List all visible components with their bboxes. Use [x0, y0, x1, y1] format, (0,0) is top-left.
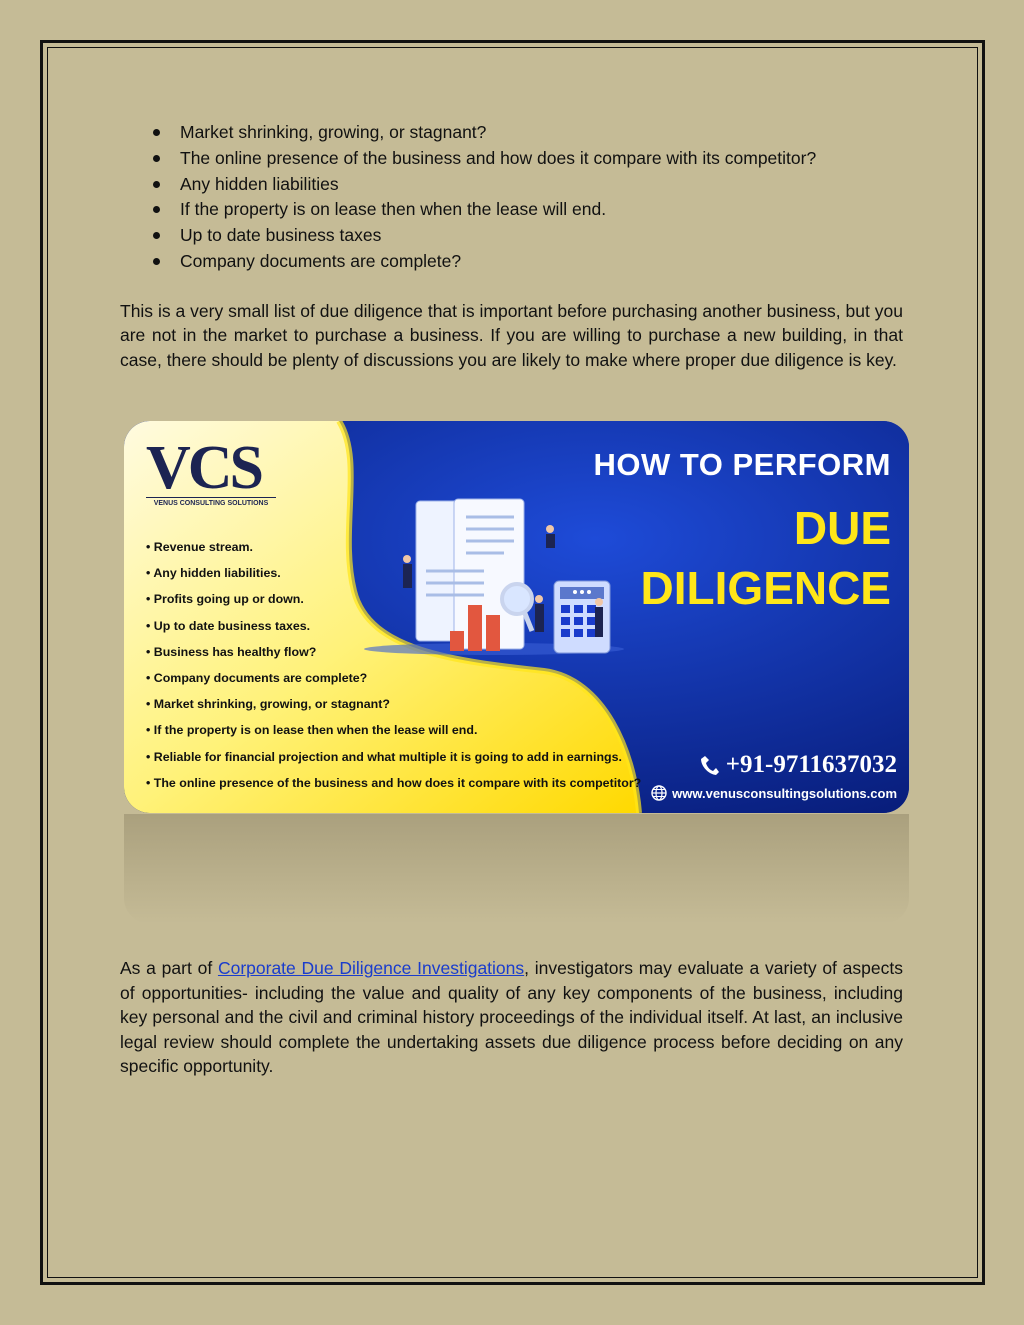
- logo-letters: VCS: [146, 434, 262, 502]
- bullet-icon: [153, 155, 160, 162]
- list-item: • Market shrinking, growing, or stagnant?: [146, 697, 390, 712]
- list-item: • Reliable for financial projection and what multiple it is going to add in earnings.: [146, 749, 622, 764]
- website-text: www.venusconsultingsolutions.com: [672, 785, 897, 801]
- banner-title-line2: DUE: [793, 502, 891, 554]
- paragraph-intro: This is a very small list of due diligence that is important before purchasing another business, but you are not in the market to purchase a business. If you are willing to purchase a new building, in that case, there should be plenty of discussions you are likely to make where proper due diligence is key.: [120, 300, 903, 370]
- logo-subtitle: VENUS CONSULTING SOLUTIONS: [146, 497, 276, 507]
- list-item: • Business has healthy flow?: [146, 644, 317, 659]
- list-item: [120, 120, 903, 146]
- banner-title-line1: HOW TO PERFORM: [593, 447, 891, 482]
- phone-number: [700, 751, 897, 779]
- banner-title-line3: DILIGENCE: [640, 562, 891, 614]
- list-item: • The online presence of the business and how does it compare with its competitor?: [146, 775, 642, 790]
- list-item-text: Company documents are complete?: [180, 250, 462, 271]
- banner-reflection: [124, 814, 909, 924]
- phone-text: +91-9711637032: [725, 751, 897, 778]
- list-item: • If the property is on lease then when the lease will end.: [146, 723, 478, 738]
- phone-icon: [700, 754, 720, 776]
- list-item: [120, 223, 903, 249]
- bullet-list: [120, 120, 903, 275]
- list-item: [120, 172, 903, 198]
- corporate-due-diligence-link[interactable]: Corporate Due Diligence Investigations: [217, 958, 525, 978]
- paragraph-text-start: As a part of: [120, 958, 218, 978]
- list-item: • Up to date business taxes.: [146, 618, 311, 633]
- company-logo: [146, 434, 286, 507]
- list-item: [120, 197, 903, 223]
- list-item: • Company documents are complete?: [146, 670, 368, 685]
- list-item-text: The online presence of the business and how does it compare with its competitor?: [180, 147, 817, 168]
- bullet-icon: [153, 206, 160, 213]
- bullet-icon: [153, 232, 160, 239]
- bullet-icon: [153, 129, 160, 136]
- list-item-text: Market shrinking, growing, or stagnant?: [180, 122, 487, 142]
- banner-checklist: [146, 534, 641, 796]
- paragraph-investigations-block: [120, 956, 903, 1079]
- list-item: [120, 249, 903, 275]
- due-diligence-banner: [124, 421, 909, 813]
- list-item: • Revenue stream.: [146, 540, 253, 554]
- list-item-text: Up to date business taxes: [180, 225, 382, 246]
- bullet-icon: [153, 181, 160, 188]
- paragraph-investigations: [120, 956, 903, 1079]
- paragraph-text-end: , investigators may evaluate a variety of aspects of opportunities- including the value and quality of any key components of the business, including key personal and the civil and criminal history proceedings of the individual itself. At last, an inclusive legal review should complete the undertaking assets due diligence process before deciding on any specific opportunity.: [120, 958, 903, 1077]
- list-item: [120, 146, 903, 172]
- globe-icon: [651, 785, 667, 801]
- list-item: • Any hidden liabilities.: [146, 566, 281, 581]
- bullet-icon: [153, 258, 160, 265]
- list-item: • Profits going up or down.: [146, 592, 304, 607]
- document-body: [120, 120, 903, 373]
- list-item-text: If the property is on lease then when the lease will end.: [180, 199, 607, 220]
- list-item-text: Any hidden liabilities: [180, 173, 339, 194]
- website: [651, 785, 897, 801]
